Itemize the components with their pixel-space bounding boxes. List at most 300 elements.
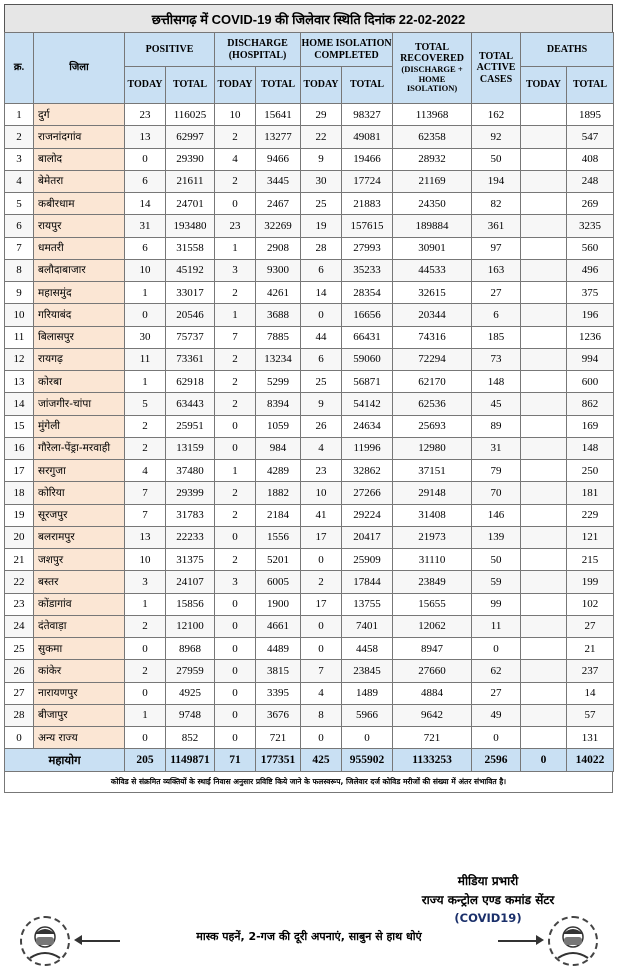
row-pos-today: 1 <box>125 593 166 615</box>
row-hi-total: 17724 <box>342 170 393 192</box>
row-death-total: 215 <box>567 549 614 571</box>
row-district: कांकेर <box>34 660 125 682</box>
row-recovered: 37151 <box>393 460 472 482</box>
row-pos-today: 7 <box>125 504 166 526</box>
row-active: 92 <box>472 126 521 148</box>
row-sno: 19 <box>5 504 34 526</box>
row-pos-today: 0 <box>125 638 166 660</box>
row-district: कबीरधाम <box>34 193 125 215</box>
row-pos-today: 0 <box>125 682 166 704</box>
row-pos-total: 25951 <box>166 415 215 437</box>
row-sno: 25 <box>5 638 34 660</box>
row-active: 62 <box>472 660 521 682</box>
row-dis-today: 0 <box>215 593 256 615</box>
header-discharge-total: TOTAL <box>256 67 301 104</box>
row-recovered: 25693 <box>393 415 472 437</box>
table-body <box>5 104 614 749</box>
masked-face-icon <box>548 916 598 966</box>
row-hi-today: 4 <box>301 682 342 704</box>
row-hi-total: 66431 <box>342 326 393 348</box>
row-pos-today: 14 <box>125 193 166 215</box>
totals-pos-total: 1149871 <box>166 749 215 772</box>
row-pos-total: 4925 <box>166 682 215 704</box>
table-row <box>5 682 614 704</box>
header-deaths-total: TOTAL <box>567 67 614 104</box>
row-sno: 26 <box>5 660 34 682</box>
row-dis-today: 2 <box>215 482 256 504</box>
totals-death-today: 0 <box>521 749 567 772</box>
row-death-today <box>521 148 567 170</box>
row-death-today <box>521 482 567 504</box>
row-death-today <box>521 170 567 192</box>
row-death-total: 375 <box>567 282 614 304</box>
row-dis-today: 0 <box>215 638 256 660</box>
row-active: 50 <box>472 549 521 571</box>
row-pos-today: 0 <box>125 304 166 326</box>
row-dis-today: 2 <box>215 504 256 526</box>
row-pos-today: 1 <box>125 371 166 393</box>
row-active: 49 <box>472 704 521 726</box>
row-pos-total: 15856 <box>166 593 215 615</box>
row-recovered: 31408 <box>393 504 472 526</box>
row-hi-total: 5966 <box>342 704 393 726</box>
row-sno: 28 <box>5 704 34 726</box>
row-pos-today: 5 <box>125 393 166 415</box>
header-total-recovered <box>393 33 472 104</box>
row-death-total: 994 <box>567 348 614 370</box>
row-dis-total: 721 <box>256 727 301 749</box>
row-recovered: 31110 <box>393 549 472 571</box>
row-recovered: 29148 <box>393 482 472 504</box>
row-death-total: 196 <box>567 304 614 326</box>
row-hi-today: 23 <box>301 460 342 482</box>
row-dis-today: 0 <box>215 526 256 548</box>
row-sno: 3 <box>5 148 34 170</box>
row-recovered: 12980 <box>393 437 472 459</box>
row-death-total: 248 <box>567 170 614 192</box>
row-death-total: 600 <box>567 371 614 393</box>
row-pos-total: 33017 <box>166 282 215 304</box>
row-active: 45 <box>472 393 521 415</box>
row-pos-total: 193480 <box>166 215 215 237</box>
row-death-total: 1236 <box>567 326 614 348</box>
header-positive-total: TOTAL <box>166 67 215 104</box>
row-death-total: 102 <box>567 593 614 615</box>
row-hi-today: 29 <box>301 104 342 126</box>
masked-face-icon <box>20 916 70 966</box>
row-pos-total: 63443 <box>166 393 215 415</box>
header-hi-total: TOTAL <box>342 67 393 104</box>
header-discharge: DISCHARGE (HOSPITAL) <box>215 33 301 67</box>
row-hi-total: 11996 <box>342 437 393 459</box>
header-deaths-today: TODAY <box>521 67 567 104</box>
row-pos-today: 11 <box>125 348 166 370</box>
row-district: गरियाबंद <box>34 304 125 326</box>
row-pos-total: 31558 <box>166 237 215 259</box>
row-pos-total: 13159 <box>166 437 215 459</box>
row-hi-total: 20417 <box>342 526 393 548</box>
footnote: कोविड से संक्रमित व्यक्तियों के स्थाई निवास अनुसार प्रविष्टि किये जाने के फलस्वरूप, जिलेवार दर्ज कोविड मरीजों की संख्या में अंतर संभावित है। <box>4 772 613 793</box>
table-row <box>5 193 614 215</box>
row-death-today <box>521 371 567 393</box>
row-dis-today: 3 <box>215 571 256 593</box>
row-district: दुर्ग <box>34 104 125 126</box>
row-hi-total: 35233 <box>342 259 393 281</box>
row-dis-today: 10 <box>215 104 256 126</box>
row-dis-total: 13277 <box>256 126 301 148</box>
row-hi-total: 16656 <box>342 304 393 326</box>
table-row <box>5 727 614 749</box>
row-pos-today: 1 <box>125 704 166 726</box>
row-dis-total: 4261 <box>256 282 301 304</box>
row-hi-today: 9 <box>301 148 342 170</box>
row-dis-today: 2 <box>215 282 256 304</box>
totals-dis-total: 177351 <box>256 749 301 772</box>
row-active: 163 <box>472 259 521 281</box>
row-pos-total: 31375 <box>166 549 215 571</box>
row-active: 59 <box>472 571 521 593</box>
row-dis-today: 1 <box>215 460 256 482</box>
row-hi-today: 6 <box>301 259 342 281</box>
row-hi-today: 14 <box>301 282 342 304</box>
totals-row <box>5 749 614 772</box>
row-dis-total: 5299 <box>256 371 301 393</box>
row-sno: 18 <box>5 482 34 504</box>
table-row <box>5 549 614 571</box>
row-hi-today: 25 <box>301 193 342 215</box>
header-total-recovered-sub: (DISCHARGE + HOME ISOLATION) <box>401 63 463 94</box>
row-recovered: 62358 <box>393 126 472 148</box>
row-district: नारायणपुर <box>34 682 125 704</box>
row-dis-today: 0 <box>215 704 256 726</box>
row-pos-total: 8968 <box>166 638 215 660</box>
row-sno: 12 <box>5 348 34 370</box>
row-district: बेमेतरा <box>34 170 125 192</box>
row-active: 70 <box>472 482 521 504</box>
row-death-total: 21 <box>567 638 614 660</box>
row-death-today <box>521 615 567 637</box>
row-hi-total: 32862 <box>342 460 393 482</box>
row-active: 27 <box>472 682 521 704</box>
row-hi-total: 4458 <box>342 638 393 660</box>
row-death-today <box>521 727 567 749</box>
row-dis-total: 3395 <box>256 682 301 704</box>
row-sno: 20 <box>5 526 34 548</box>
row-pos-today: 1 <box>125 282 166 304</box>
row-pos-today: 2 <box>125 615 166 637</box>
row-recovered: 189884 <box>393 215 472 237</box>
row-hi-today: 25 <box>301 371 342 393</box>
row-recovered: 113968 <box>393 104 472 126</box>
header-positive-today: TODAY <box>125 67 166 104</box>
row-active: 31 <box>472 437 521 459</box>
report-title: छत्तीसगढ़ में COVID-19 की जिलेवार स्थिति दिनांक 22-02-2022 <box>4 4 613 32</box>
totals-recovered: 1133253 <box>393 749 472 772</box>
row-sno: 8 <box>5 259 34 281</box>
row-dis-total: 1059 <box>256 415 301 437</box>
row-pos-total: 45192 <box>166 259 215 281</box>
signature-line2: राज्य कन्ट्रोल एण्ड कमांड सेंटर <box>421 893 555 907</box>
row-pos-today: 0 <box>125 148 166 170</box>
row-sno: 23 <box>5 593 34 615</box>
row-active: 99 <box>472 593 521 615</box>
row-death-today <box>521 638 567 660</box>
table-row <box>5 704 614 726</box>
row-pos-today: 13 <box>125 126 166 148</box>
row-dis-today: 2 <box>215 549 256 571</box>
table-row <box>5 437 614 459</box>
row-recovered: 21973 <box>393 526 472 548</box>
header-home-isolation: HOME ISOLATION COMPLETED <box>301 33 393 67</box>
row-pos-today: 13 <box>125 526 166 548</box>
row-sno: 7 <box>5 237 34 259</box>
row-death-today <box>521 193 567 215</box>
row-death-today <box>521 348 567 370</box>
row-district: जशपुर <box>34 549 125 571</box>
row-death-today <box>521 504 567 526</box>
table-row <box>5 326 614 348</box>
row-active: 11 <box>472 615 521 637</box>
row-recovered: 21169 <box>393 170 472 192</box>
row-district: रायगढ़ <box>34 348 125 370</box>
row-death-total: 1895 <box>567 104 614 126</box>
row-dis-today: 0 <box>215 437 256 459</box>
row-pos-today: 3 <box>125 571 166 593</box>
row-hi-total: 27266 <box>342 482 393 504</box>
row-dis-total: 2908 <box>256 237 301 259</box>
row-district: बालोद <box>34 148 125 170</box>
row-active: 0 <box>472 638 521 660</box>
row-hi-today: 8 <box>301 704 342 726</box>
row-active: 148 <box>472 371 521 393</box>
row-death-total: 181 <box>567 482 614 504</box>
row-death-total: 131 <box>567 727 614 749</box>
row-hi-today: 22 <box>301 126 342 148</box>
table-row <box>5 282 614 304</box>
row-hi-today: 7 <box>301 660 342 682</box>
row-dis-today: 3 <box>215 259 256 281</box>
row-pos-total: 22233 <box>166 526 215 548</box>
row-hi-total: 21883 <box>342 193 393 215</box>
row-death-total: 169 <box>567 415 614 437</box>
row-pos-today: 23 <box>125 104 166 126</box>
covid-report-sheet <box>4 4 613 793</box>
row-pos-total: 29399 <box>166 482 215 504</box>
row-dis-total: 5201 <box>256 549 301 571</box>
row-pos-today: 4 <box>125 460 166 482</box>
row-pos-today: 6 <box>125 237 166 259</box>
row-recovered: 23849 <box>393 571 472 593</box>
totals-active: 2596 <box>472 749 521 772</box>
row-hi-total: 28354 <box>342 282 393 304</box>
row-dis-today: 0 <box>215 193 256 215</box>
row-hi-total: 59060 <box>342 348 393 370</box>
row-dis-total: 1556 <box>256 526 301 548</box>
row-pos-total: 31783 <box>166 504 215 526</box>
table-row <box>5 348 614 370</box>
row-active: 97 <box>472 237 521 259</box>
row-hi-today: 0 <box>301 727 342 749</box>
row-dis-today: 1 <box>215 304 256 326</box>
row-dis-total: 2184 <box>256 504 301 526</box>
row-dis-total: 8394 <box>256 393 301 415</box>
row-hi-today: 2 <box>301 571 342 593</box>
row-sno: 16 <box>5 437 34 459</box>
row-hi-total: 98327 <box>342 104 393 126</box>
row-district: मुंगेली <box>34 415 125 437</box>
row-sno: 27 <box>5 682 34 704</box>
row-dis-total: 3815 <box>256 660 301 682</box>
row-hi-total: 1489 <box>342 682 393 704</box>
row-recovered: 30901 <box>393 237 472 259</box>
row-active: 73 <box>472 348 521 370</box>
row-hi-total: 23845 <box>342 660 393 682</box>
row-dis-total: 984 <box>256 437 301 459</box>
table-row <box>5 371 614 393</box>
row-pos-total: 62918 <box>166 371 215 393</box>
row-death-total: 148 <box>567 437 614 459</box>
row-recovered: 62170 <box>393 371 472 393</box>
row-hi-today: 6 <box>301 348 342 370</box>
row-death-today <box>521 104 567 126</box>
row-death-total: 862 <box>567 393 614 415</box>
row-dis-today: 2 <box>215 170 256 192</box>
row-hi-today: 17 <box>301 593 342 615</box>
row-recovered: 62536 <box>393 393 472 415</box>
row-active: 27 <box>472 282 521 304</box>
row-sno: 2 <box>5 126 34 148</box>
row-district: सरगुजा <box>34 460 125 482</box>
row-pos-total: 24107 <box>166 571 215 593</box>
table-row <box>5 460 614 482</box>
row-death-total: 57 <box>567 704 614 726</box>
row-death-today <box>521 682 567 704</box>
row-active: 139 <box>472 526 521 548</box>
row-dis-total: 4489 <box>256 638 301 660</box>
row-active: 6 <box>472 304 521 326</box>
row-death-today <box>521 571 567 593</box>
row-dis-total: 9300 <box>256 259 301 281</box>
row-district: बस्तर <box>34 571 125 593</box>
totals-pos-today: 205 <box>125 749 166 772</box>
row-death-today <box>521 304 567 326</box>
row-hi-today: 17 <box>301 526 342 548</box>
row-active: 146 <box>472 504 521 526</box>
row-death-today <box>521 393 567 415</box>
row-recovered: 24350 <box>393 193 472 215</box>
row-hi-today: 30 <box>301 170 342 192</box>
row-hi-total: 157615 <box>342 215 393 237</box>
awareness-footer <box>20 914 598 964</box>
row-pos-today: 6 <box>125 170 166 192</box>
row-district: बलौदाबाजार <box>34 259 125 281</box>
table-row <box>5 170 614 192</box>
row-death-today <box>521 237 567 259</box>
row-pos-today: 2 <box>125 660 166 682</box>
row-active: 162 <box>472 104 521 126</box>
row-hi-total: 27993 <box>342 237 393 259</box>
row-hi-today: 19 <box>301 215 342 237</box>
row-pos-total: 62997 <box>166 126 215 148</box>
row-pos-total: 12100 <box>166 615 215 637</box>
row-active: 50 <box>472 148 521 170</box>
row-district: राजनांदगांव <box>34 126 125 148</box>
row-dis-total: 3445 <box>256 170 301 192</box>
row-death-total: 199 <box>567 571 614 593</box>
row-death-total: 237 <box>567 660 614 682</box>
row-hi-total: 54142 <box>342 393 393 415</box>
table-row <box>5 148 614 170</box>
row-sno: 22 <box>5 571 34 593</box>
row-dis-total: 3676 <box>256 704 301 726</box>
row-hi-total: 25909 <box>342 549 393 571</box>
table-row <box>5 504 614 526</box>
table-row <box>5 526 614 548</box>
row-hi-today: 0 <box>301 638 342 660</box>
row-dis-today: 23 <box>215 215 256 237</box>
row-death-today <box>521 126 567 148</box>
row-dis-total: 7885 <box>256 326 301 348</box>
table-row <box>5 638 614 660</box>
row-recovered: 32615 <box>393 282 472 304</box>
row-death-today <box>521 415 567 437</box>
row-district: रायपुर <box>34 215 125 237</box>
row-death-total: 560 <box>567 237 614 259</box>
row-recovered: 27660 <box>393 660 472 682</box>
row-district: सुकमा <box>34 638 125 660</box>
row-hi-total: 56871 <box>342 371 393 393</box>
row-sno: 21 <box>5 549 34 571</box>
row-hi-today: 26 <box>301 415 342 437</box>
row-district: अन्य राज्य <box>34 727 125 749</box>
table-row <box>5 571 614 593</box>
header-discharge-today: TODAY <box>215 67 256 104</box>
row-dis-today: 0 <box>215 660 256 682</box>
row-hi-today: 0 <box>301 304 342 326</box>
row-dis-today: 1 <box>215 237 256 259</box>
row-active: 79 <box>472 460 521 482</box>
row-death-today <box>521 282 567 304</box>
row-recovered: 20344 <box>393 304 472 326</box>
row-death-total: 3235 <box>567 215 614 237</box>
totals-hi-today: 425 <box>301 749 342 772</box>
row-hi-today: 41 <box>301 504 342 526</box>
row-death-today <box>521 593 567 615</box>
row-dis-today: 0 <box>215 682 256 704</box>
row-recovered: 12062 <box>393 615 472 637</box>
row-dis-total: 1900 <box>256 593 301 615</box>
row-sno: 13 <box>5 371 34 393</box>
row-death-today <box>521 437 567 459</box>
row-sno: 11 <box>5 326 34 348</box>
row-hi-today: 10 <box>301 482 342 504</box>
row-pos-total: 73361 <box>166 348 215 370</box>
row-dis-today: 0 <box>215 727 256 749</box>
row-death-today <box>521 215 567 237</box>
row-pos-total: 21611 <box>166 170 215 192</box>
row-hi-total: 13755 <box>342 593 393 615</box>
row-recovered: 44533 <box>393 259 472 281</box>
row-death-total: 229 <box>567 504 614 526</box>
row-district: बीजापुर <box>34 704 125 726</box>
row-pos-total: 116025 <box>166 104 215 126</box>
row-sno: 15 <box>5 415 34 437</box>
row-hi-today: 0 <box>301 549 342 571</box>
row-dis-total: 32269 <box>256 215 301 237</box>
row-hi-total: 17844 <box>342 571 393 593</box>
row-active: 185 <box>472 326 521 348</box>
row-recovered: 9642 <box>393 704 472 726</box>
